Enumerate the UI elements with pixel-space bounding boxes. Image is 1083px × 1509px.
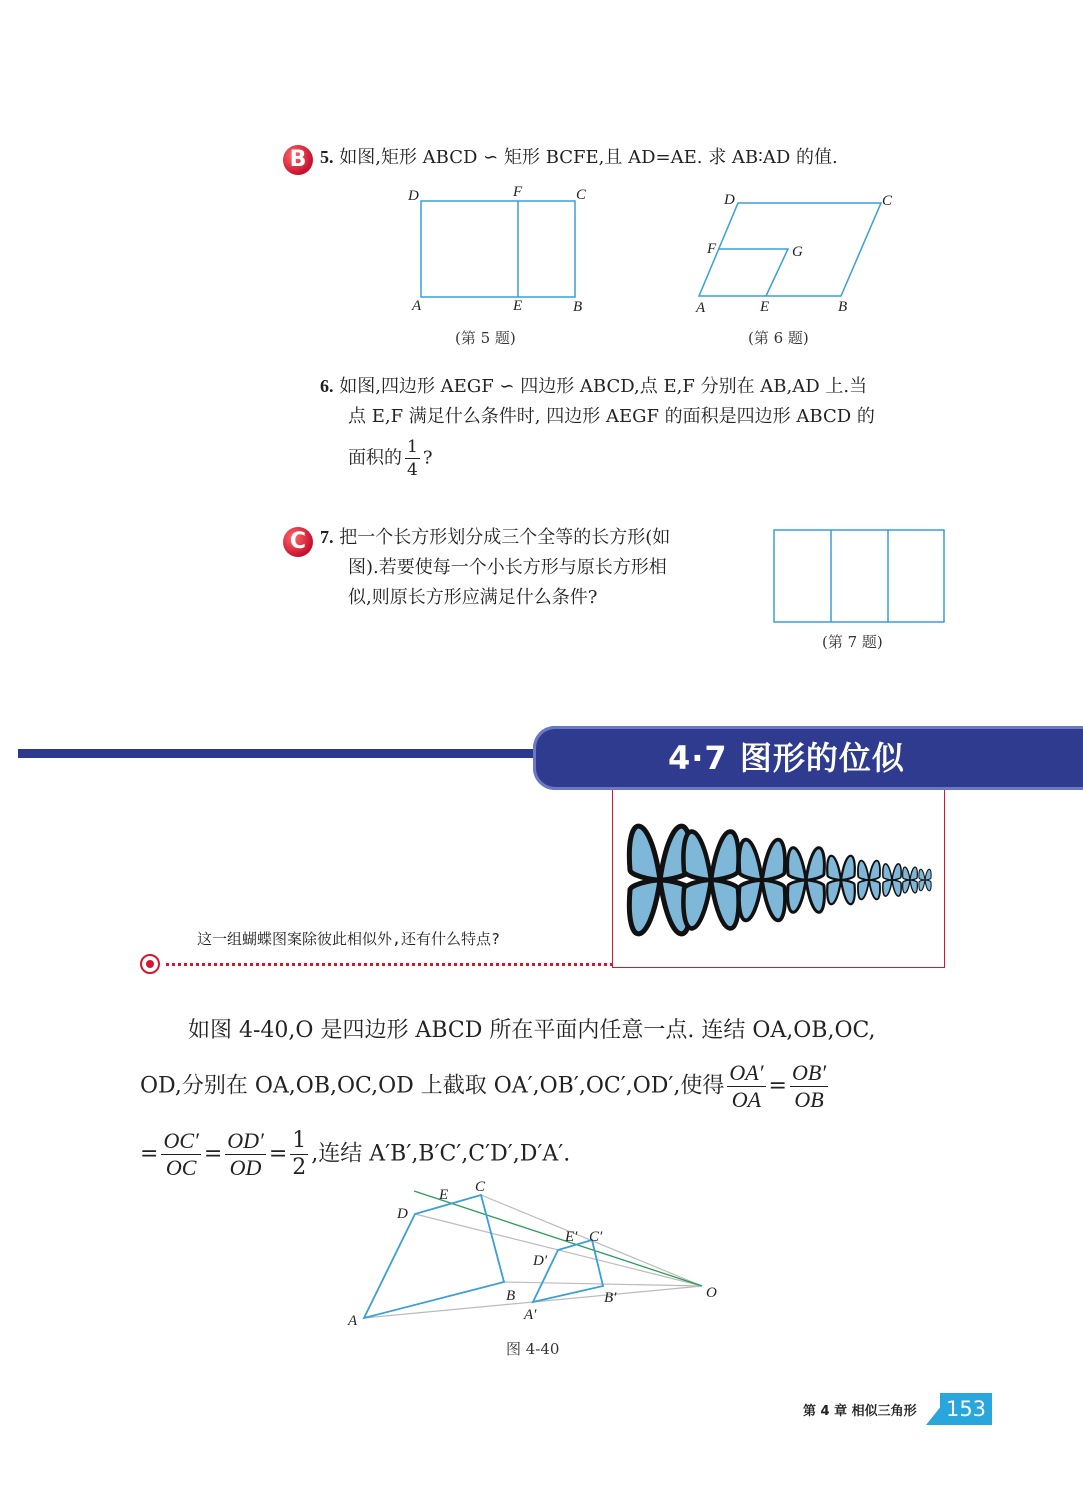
equals-4: = bbox=[268, 1141, 288, 1167]
fraction-oa-num: OA′ bbox=[729, 1060, 764, 1085]
equals-2: = bbox=[140, 1141, 159, 1167]
page-number: 153 bbox=[940, 1393, 992, 1425]
question-6-number: 6. bbox=[320, 376, 334, 396]
level-b-badge: B bbox=[283, 145, 313, 175]
butterfly-3 bbox=[739, 840, 785, 921]
fraction-od-num: OD′ bbox=[227, 1128, 264, 1153]
fig6-label-c: C bbox=[882, 193, 893, 209]
figure-5 bbox=[400, 180, 600, 320]
fraction-ob bbox=[790, 1060, 828, 1113]
fig440-label-c: C bbox=[475, 1179, 486, 1195]
fraction-oa bbox=[727, 1060, 765, 1113]
figure-6 bbox=[690, 185, 910, 320]
butterfly-7 bbox=[883, 864, 901, 896]
fig6-label-a: A bbox=[696, 300, 706, 316]
fig440-label-e-prime: E′ bbox=[565, 1229, 578, 1245]
question-7-text-1: 把一个长方形划分成三个全等的长方形(如 bbox=[339, 527, 671, 548]
fraction-oc-num: OC′ bbox=[163, 1128, 199, 1153]
fig5-label-d: D bbox=[408, 188, 419, 204]
fraction-od-den: OD bbox=[229, 1155, 262, 1180]
fig440-label-d-prime: D′ bbox=[533, 1253, 548, 1269]
fraction-half bbox=[290, 1128, 308, 1181]
fraction-half-num: 1 bbox=[292, 1128, 307, 1153]
figure-4-40-caption: 图 4-40 bbox=[506, 1340, 560, 1358]
fig440-label-b: B bbox=[506, 1288, 516, 1304]
fig5-label-a: A bbox=[412, 298, 422, 314]
question-6-text-1: 如图,四边形 AEGF ∽ 四边形 ABCD,点 E,F 分别在 AB,AD 上.当 bbox=[339, 376, 868, 397]
intro-question: 这一组蝴蝶图案除彼此相似外,还有什么特点? bbox=[197, 930, 501, 948]
fig5-label-e: E bbox=[513, 298, 523, 314]
question-7 bbox=[320, 522, 760, 613]
question-6-mark: ? bbox=[422, 447, 433, 469]
fig440-label-a: A bbox=[348, 1313, 358, 1329]
fraction-half-den: 2 bbox=[292, 1155, 307, 1180]
question-7-number: 7. bbox=[320, 527, 334, 547]
body-line-1: 如图 4-40,O 是四边形 ABCD 所在平面内任意一点. 连结 OA,OB,OC, bbox=[188, 1018, 876, 1043]
fraction-one-quarter bbox=[405, 436, 420, 481]
fraction-od bbox=[225, 1128, 266, 1181]
fraction-oa-den: OA bbox=[731, 1087, 762, 1112]
dotted-divider bbox=[166, 963, 613, 966]
fig440-label-o: O bbox=[706, 1285, 717, 1301]
fig6-label-f: F bbox=[707, 241, 717, 257]
fraction-denominator: 4 bbox=[407, 460, 418, 480]
question-6-line3 bbox=[320, 436, 960, 481]
figure-7-caption: (第 7 题) bbox=[822, 633, 883, 651]
butterfly-9 bbox=[919, 869, 931, 891]
fig6-label-b: B bbox=[838, 299, 848, 315]
section-title: 4·7 图形的位似 bbox=[668, 739, 905, 777]
body-line-3 bbox=[140, 1128, 570, 1181]
section-rule bbox=[18, 749, 548, 758]
fig440-label-b-prime: B′ bbox=[604, 1290, 617, 1306]
butterfly-6 bbox=[858, 861, 880, 900]
figure-6-caption: (第 6 题) bbox=[748, 329, 809, 347]
fraction-ob-num: OB′ bbox=[791, 1060, 827, 1085]
fraction-oc-den: OC bbox=[165, 1155, 197, 1180]
butterfly-5 bbox=[827, 856, 855, 904]
question-6-line1 bbox=[320, 371, 960, 402]
butterfly-image bbox=[612, 790, 945, 968]
level-c-badge: C bbox=[283, 527, 313, 557]
fig6-label-d: D bbox=[724, 192, 735, 208]
butterfly-4 bbox=[788, 848, 825, 913]
figure-5-caption: (第 5 题) bbox=[455, 329, 516, 347]
fraction-oc bbox=[161, 1128, 200, 1181]
chapter-footer: 第 4 章 相似三角形 bbox=[803, 1404, 917, 1419]
body-line-2 bbox=[140, 1060, 831, 1113]
question-5 bbox=[320, 142, 838, 173]
question-7-text-3: 似,则原长方形应满足什么条件? bbox=[348, 587, 598, 608]
equals-3: = bbox=[203, 1141, 223, 1167]
fraction-ob-den: OB bbox=[794, 1087, 824, 1112]
red-target-icon bbox=[140, 954, 160, 974]
body-line-2-text: OD,分别在 OA,OB,OC,OD 上截取 OA′,OB′,OC′,OD′,使得 bbox=[140, 1073, 725, 1099]
fig6-label-e: E bbox=[760, 299, 770, 315]
figure-7 bbox=[770, 526, 950, 626]
question-5-text: 如图,矩形 ABCD ∽ 矩形 BCFE,且 AD=AE. 求 AB∶AD 的值. bbox=[339, 147, 838, 168]
fig5-label-c: C bbox=[576, 187, 587, 203]
question-6-line2: 点 E,F 满足什么条件时, 四边形 AEGF 的面积是四边形 ABCD 的 bbox=[348, 406, 875, 427]
fig5-label-b: B bbox=[573, 299, 583, 315]
fraction-numerator: 1 bbox=[407, 437, 418, 457]
figure-4-40 bbox=[340, 1175, 740, 1335]
question-6 bbox=[320, 371, 960, 481]
body-line-3-text: ,连结 A′B′,B′C′,C′D′,D′A′. bbox=[311, 1141, 571, 1167]
fig5-label-f: F bbox=[513, 184, 523, 200]
equals-1: = bbox=[768, 1073, 787, 1099]
question-5-number: 5. bbox=[320, 147, 334, 167]
question-6-text-3: 面积的 bbox=[348, 447, 402, 469]
fig6-label-g: G bbox=[792, 244, 803, 260]
question-7-text-2: 图).若要使每一个小长方形与原长方形相 bbox=[348, 557, 667, 578]
butterfly-2 bbox=[683, 832, 738, 929]
fig440-label-d: D bbox=[397, 1206, 408, 1222]
fig440-label-e: E bbox=[439, 1187, 449, 1203]
butterfly-row bbox=[613, 790, 943, 966]
fig440-label-a-prime: A′ bbox=[524, 1307, 537, 1323]
fig440-label-c-prime: C′ bbox=[589, 1229, 603, 1245]
butterfly-8 bbox=[903, 867, 918, 893]
butterfly-1 bbox=[629, 826, 690, 934]
